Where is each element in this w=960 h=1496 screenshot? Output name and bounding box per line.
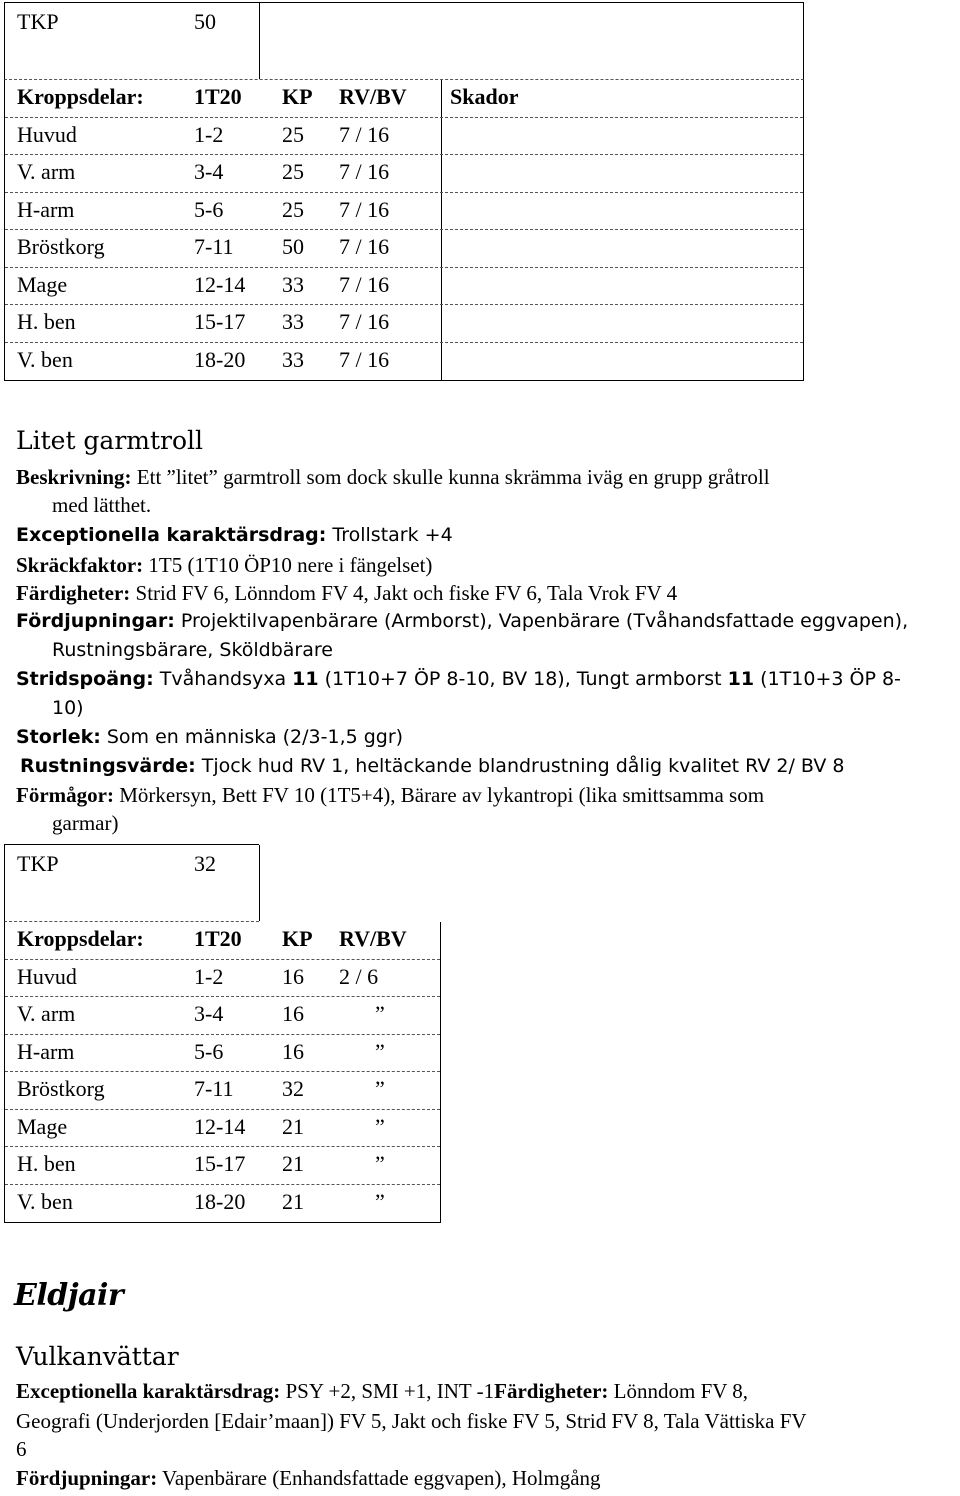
abilities-label: Förmågor: bbox=[16, 783, 114, 807]
table-cell: H-arm bbox=[17, 1038, 75, 1064]
hit-location-grid bbox=[4, 80, 804, 381]
table-cell: 7 / 16 bbox=[339, 121, 390, 147]
header-cell: 1T20 bbox=[194, 926, 242, 951]
table-cell: 15-17 bbox=[194, 1151, 246, 1176]
table-cell: 16 bbox=[282, 1038, 304, 1064]
table-cell: ” bbox=[375, 1038, 385, 1064]
table-cell: 25 bbox=[282, 159, 304, 184]
specializations-line-2: Rustningsbärare, Sköldbärare bbox=[52, 639, 333, 661]
table-cell: Bröstkorg bbox=[17, 1076, 105, 1101]
traits-line bbox=[16, 1379, 748, 1404]
table-cell: 33 bbox=[282, 309, 304, 334]
table-cell: 7 / 16 bbox=[339, 309, 390, 334]
table-cell: 12-14 bbox=[194, 1113, 246, 1139]
description-line-2: med lätthet. bbox=[52, 493, 152, 517]
table-cell: 21 bbox=[282, 1151, 304, 1176]
skills-text: Strid FV 6, Lönndom FV 4, Jakt och fiske FV 6, Tala Vrok FV 4 bbox=[130, 581, 678, 605]
traits-text: Trollstark +4 bbox=[326, 524, 453, 546]
table-cell: 18-20 bbox=[194, 346, 246, 372]
tkp-row bbox=[4, 844, 259, 922]
specializations-text: Vapenbärare (Enhandsfattade eggvapen), Holmgång bbox=[157, 1466, 601, 1490]
hit-location-grid bbox=[4, 922, 441, 1223]
armor-line bbox=[20, 755, 844, 777]
table-row bbox=[5, 1185, 440, 1223]
table-cell: 21 bbox=[282, 1188, 304, 1214]
combat-text: (1T10+3 ÖP 8- bbox=[754, 668, 901, 690]
table-cell: 1-2 bbox=[194, 963, 224, 989]
specializations-label: Fördjupningar: bbox=[16, 1466, 158, 1490]
header-cell: KP bbox=[282, 926, 313, 951]
table-cell: Mage bbox=[17, 1113, 68, 1139]
table-cell: 7 / 16 bbox=[339, 159, 390, 184]
table-cell: 5-6 bbox=[194, 1038, 224, 1064]
header-cell: RV/BV bbox=[339, 84, 407, 109]
table-cell: ” bbox=[375, 1076, 385, 1101]
specializations-label: Fördjupningar: bbox=[16, 610, 175, 632]
specializations-line bbox=[16, 610, 908, 632]
tkp-value: 32 bbox=[194, 851, 216, 876]
abilities-text: Mörkersyn, Bett FV 10 (1T5+4), Bärare av lykantropi (lika smittsamma som bbox=[113, 783, 765, 807]
table-cell: 32 bbox=[282, 1076, 304, 1101]
table-header-row bbox=[5, 80, 803, 118]
header-cell: KP bbox=[282, 84, 313, 109]
size-line bbox=[16, 726, 403, 748]
tkp-row bbox=[4, 2, 804, 80]
table-cell: ” bbox=[375, 1001, 385, 1026]
skills-text: Lönndom FV 8, bbox=[608, 1379, 749, 1403]
table-cell: 16 bbox=[282, 963, 304, 989]
creature-title: Vulkanvättar bbox=[16, 1342, 179, 1371]
table-cell: 3-4 bbox=[194, 159, 224, 184]
skills-line-2: Geografi (Underjorden [Edair’maan]) FV 5, Jakt och fiske FV 5, Strid FV 8, Tala Vättiska FV bbox=[16, 1409, 807, 1433]
table-cell: 7 / 16 bbox=[339, 196, 390, 222]
traits-label: Exceptionella karaktärsdrag: bbox=[16, 1379, 281, 1403]
skills-line bbox=[16, 581, 677, 606]
table-cell: 12-14 bbox=[194, 271, 246, 297]
table-cell: H-arm bbox=[17, 196, 75, 222]
traits-line bbox=[16, 524, 453, 546]
tkp-value: 50 bbox=[194, 9, 216, 34]
table-cell: V. ben bbox=[17, 346, 73, 372]
table-cell: 7 / 16 bbox=[339, 271, 390, 297]
specializations-line bbox=[16, 1466, 601, 1491]
header-cell: Kroppsdelar: bbox=[17, 84, 144, 109]
tkp-label: TKP bbox=[17, 9, 59, 34]
skills-label: Färdigheter: bbox=[16, 581, 131, 605]
table-cell: ” bbox=[375, 1188, 385, 1214]
table-cell: V. arm bbox=[17, 159, 76, 184]
specializations-text: Projektilvapenbärare (Armborst), Vapenbärare (Tvåhandsfattade eggvapen), bbox=[174, 610, 909, 632]
table-row bbox=[5, 960, 440, 998]
skills-label: Färdigheter: bbox=[494, 1379, 609, 1403]
table-row bbox=[5, 230, 803, 268]
table-cell: V. ben bbox=[17, 1188, 73, 1214]
table-header-row bbox=[5, 922, 440, 960]
table-cell: H. ben bbox=[17, 309, 76, 334]
table-row bbox=[5, 193, 803, 231]
table-row bbox=[5, 155, 803, 193]
table-row bbox=[5, 1072, 440, 1110]
combat-label: Stridspoäng: bbox=[16, 668, 154, 690]
combat-value: 11 bbox=[727, 668, 755, 690]
header-cell: RV/BV bbox=[339, 926, 407, 951]
table-cell: 50 bbox=[282, 234, 304, 259]
table-cell: Huvud bbox=[17, 121, 77, 147]
tkp-label: TKP bbox=[17, 851, 59, 876]
header-cell: Kroppsdelar: bbox=[17, 926, 144, 951]
tkp-divider bbox=[259, 845, 260, 921]
armor-label: Rustningsvärde: bbox=[20, 755, 196, 777]
table-cell: 21 bbox=[282, 1113, 304, 1139]
combat-line bbox=[16, 668, 901, 690]
combat-text: Tvåhandsyxa bbox=[153, 668, 293, 690]
table-cell: 7 / 16 bbox=[339, 234, 390, 259]
combat-text: (1T10+7 ÖP 8-10, BV 18), Tungt armborst bbox=[318, 668, 728, 690]
table-cell: Bröstkorg bbox=[17, 234, 105, 259]
header-cell: 1T20 bbox=[194, 84, 242, 109]
creature-title: Litet garmtroll bbox=[16, 426, 204, 455]
section-title: Eldjair bbox=[14, 1278, 124, 1313]
table-cell: 5-6 bbox=[194, 196, 224, 222]
table-row bbox=[5, 1147, 440, 1185]
table-cell: 25 bbox=[282, 196, 304, 222]
fear-line bbox=[16, 553, 432, 578]
table-cell: 7-11 bbox=[194, 1076, 234, 1101]
table-row bbox=[5, 268, 803, 306]
description-label: Beskrivning: bbox=[16, 465, 132, 489]
description-text: Ett ”litet” garmtroll som dock skulle kunna skrämma iväg en grupp gråtroll bbox=[131, 465, 770, 489]
table-cell: 18-20 bbox=[194, 1188, 246, 1214]
table-cell: ” bbox=[375, 1151, 385, 1176]
fear-text: 1T5 (1T10 ÖP10 nere i fängelset) bbox=[143, 553, 433, 577]
size-text: Som en människa (2/3-1,5 ggr) bbox=[100, 726, 404, 748]
table-cell: 16 bbox=[282, 1001, 304, 1026]
table-cell: 33 bbox=[282, 271, 304, 297]
table-cell: 15-17 bbox=[194, 309, 246, 334]
table-row bbox=[5, 305, 803, 343]
table-row bbox=[5, 1110, 440, 1148]
abilities-line-2: garmar) bbox=[52, 811, 119, 835]
table-cell: 25 bbox=[282, 121, 304, 147]
table-cell: 3-4 bbox=[194, 1001, 224, 1026]
table-cell: 7 / 16 bbox=[339, 346, 390, 372]
armor-text: Tjock hud RV 1, heltäckande blandrustning dålig kvalitet RV 2/ BV 8 bbox=[195, 755, 845, 777]
fear-label: Skräckfaktor: bbox=[16, 553, 144, 577]
table-cell: Mage bbox=[17, 271, 68, 297]
table-row bbox=[5, 1035, 440, 1073]
table-cell: V. arm bbox=[17, 1001, 76, 1026]
table-cell: 7-11 bbox=[194, 234, 234, 259]
abilities-line bbox=[16, 783, 764, 808]
skills-line-3: 6 bbox=[16, 1437, 27, 1461]
table-cell: 33 bbox=[282, 346, 304, 372]
header-cell: Skador bbox=[450, 84, 519, 109]
table-row bbox=[5, 997, 440, 1035]
table-cell: 2 / 6 bbox=[339, 963, 379, 989]
table-cell: 1-2 bbox=[194, 121, 224, 147]
tkp-divider bbox=[259, 3, 260, 79]
table-cell: Huvud bbox=[17, 963, 77, 989]
traits-text: PSY +2, SMI +1, INT -1 bbox=[280, 1379, 495, 1403]
description-line bbox=[16, 465, 770, 490]
size-label: Storlek: bbox=[16, 726, 101, 748]
traits-label: Exceptionella karaktärsdrag: bbox=[16, 524, 327, 546]
combat-value: 11 bbox=[292, 668, 319, 690]
table-cell: H. ben bbox=[17, 1151, 76, 1176]
table-row bbox=[5, 343, 803, 381]
table-row bbox=[5, 118, 803, 156]
table-cell: ” bbox=[375, 1113, 385, 1139]
combat-line-2: 10) bbox=[52, 697, 84, 719]
